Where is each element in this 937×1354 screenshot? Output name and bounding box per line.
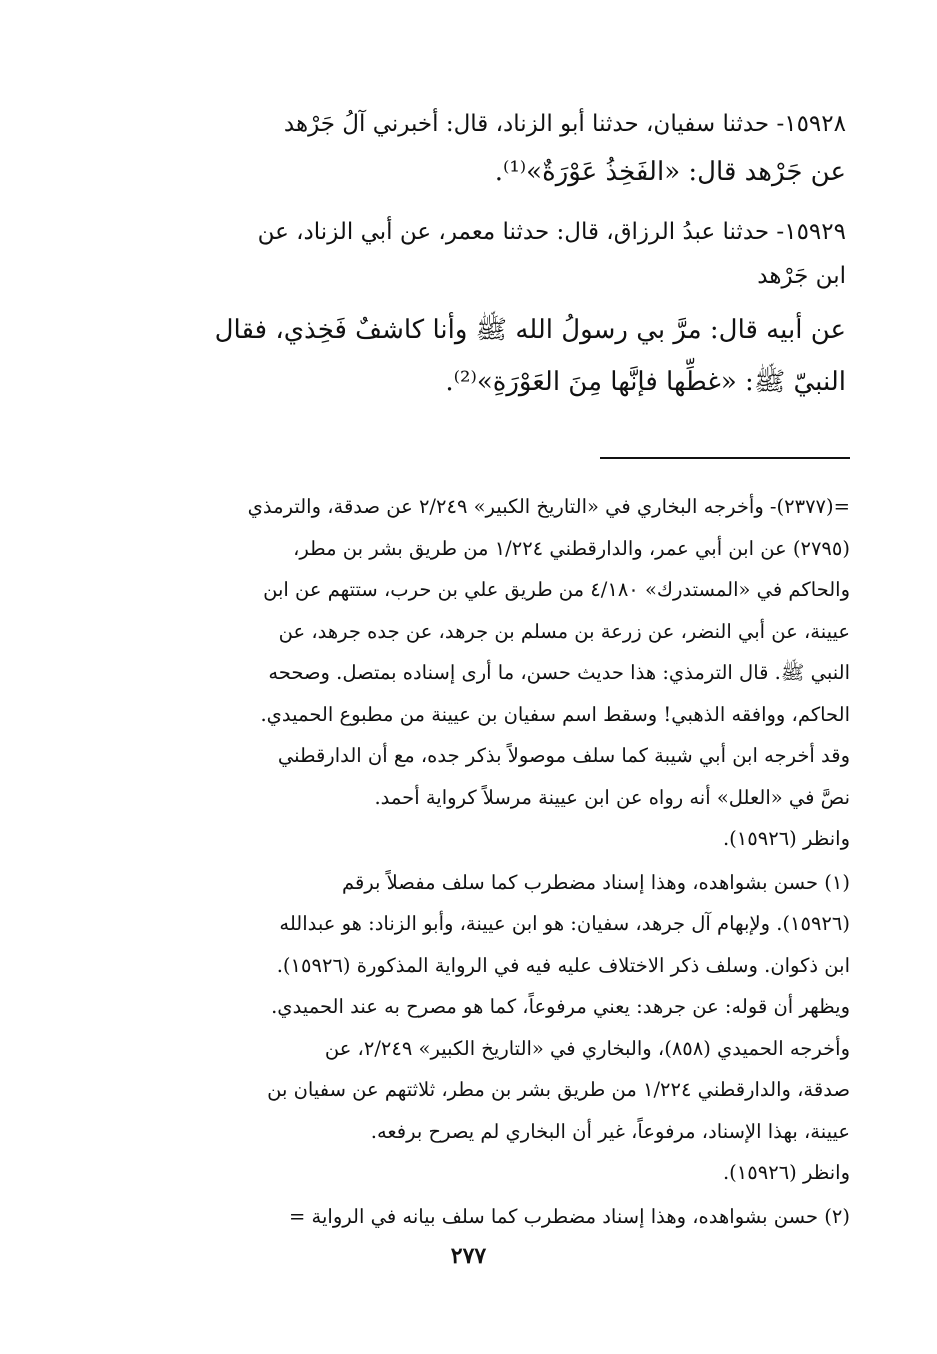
note-line: (١٥٩٢٦). ولإبهام آل جرهد، سفيان: هو ابن عيينة، وأبو الزناد: هو عبدالله [279,912,850,935]
hadith-15929 [146,210,846,408]
footnote-paragraph [146,1028,850,1194]
page-number: ٢٧٧ [450,1243,487,1269]
note-line: الحاكم، ووافقه الذهبي! وسقط اسم سفيان بن عيينة من مطبوع الحميدي. [260,702,850,726]
hadith-text [146,102,846,408]
footnote-paragraph [146,735,850,860]
note-line: وانظر (١٥٩٢٦). [722,1161,850,1184]
note-line: وقد أخرجه ابن أبي شيبة كما سلف موصولاً بذكر جده، مع أن الدارقطني [277,744,850,767]
text-line: عن أبيه قال: مرَّ بي رسولُ الله ﷺ وأنا كاشفٌ فَخِذي، فقال [214,315,846,345]
note-line: وأخرجه الحميدي (٨٥٨)، والبخاري في «التاريخ الكبير» ٢/٢٤٩، عن [324,1036,850,1060]
footnote-separator [600,457,850,459]
note-line: ويظهر أن قوله: عن جرهد: يعني مرفوعاً، كما هو مصرح به عند الحميدي. [271,995,850,1018]
note-line: عيينة، بهذا الإسناد، مرفوعاً، غير أن البخاري لم يصرح برفعه. [370,1119,850,1143]
note-line: عيينة، عن أبي النضر، عن زرعة بن مسلم بن جرهد، عن جده جرهد، عن [278,619,850,643]
note-line: =(٢٣٧٧)- وأخرجه البخاري في «التاريخ الكبير» ٢/٢٤٩ عن صدقة، والترمذي [247,495,850,518]
note-line: نصَّ في «العلل» أنه رواه عن ابن عيينة مرسلاً كرواية أحمد. [374,785,850,809]
footnote-1 [146,862,850,1028]
note-line: والحاكم في «المستدرك» ٤/١٨٠ من طريق علي بن حرب، ستتهم عن ابن [263,578,850,601]
note-line: وانظر (١٥٩٢٦). [722,827,850,850]
note-line: ابن ذكوان. وسلف ذكر الاختلاف عليه فيه في الرواية المذكورة (١٥٩٢٦). [276,953,850,977]
hadith-15928 [146,102,846,198]
note-line: صدقة، والدارقطني ١/٢٢٤ من طريق بشر بن مطر، ثلاثتهم عن سفيان بن [267,1078,850,1101]
text-line: عن جَرْهد قال: «الفَخِذُ عَوْرَةٌ»⁽¹⁾. [494,157,846,187]
text-line: النبيّ ﷺ: «غطِّها فإنَّها مِنَ العَوْرَةِ»⁽²⁾. [445,367,846,397]
note-line: (٢٧٩٥) عن ابن أبي عمر، والدارقطني ١/٢٢٤ من طريق بشر بن مطر، [293,536,850,560]
footnote-2 [146,1196,850,1238]
text-line: ١٥٩٢٩- حدثنا عبدُ الرزاق، قال: حدثنا معمر، عن أبي الزناد، عن [257,219,846,245]
note-line: (٢) حسن بشواهده، وهذا إسناد مضطرب كما سلف بيانه في الرواية = [289,1204,850,1228]
text-line: ابن جَرْهد [757,263,846,289]
note-line: (١) حسن بشواهده، وهذا إسناد مضطرب كما سلف مفصلاً برقم [341,870,850,894]
footnotes [146,486,850,1237]
note-line: النبي ﷺ. قال الترمذي: هذا حديث حسن، ما أرى إسناده بمتصل. وصححه [268,661,850,684]
footnote-continued [146,486,850,735]
text-line: ١٥٩٢٨- حدثنا سفيان، حدثنا أبو الزناد، قال: أخبرني آلُ جَرْهد [283,111,846,137]
